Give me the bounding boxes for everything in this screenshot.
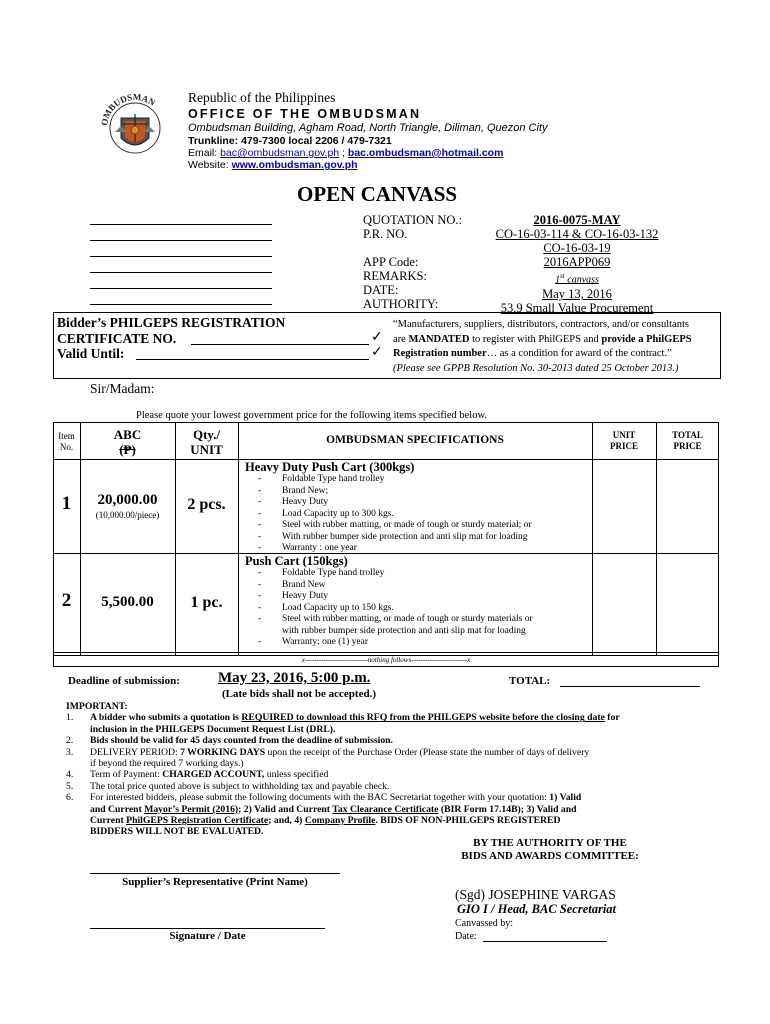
svg-text:OMBUDSMAN: OMBUDSMAN (99, 91, 158, 127)
republic-text: Republic of the Philippines (188, 90, 336, 105)
check-icon: ✓ (371, 345, 383, 360)
item-number: 3. (66, 746, 74, 758)
column-divider (592, 422, 593, 655)
t4a: Term of Payment: (90, 769, 163, 781)
t1c: for (604, 712, 620, 724)
canvassed-by: Canvassed by: (455, 918, 514, 929)
blank-line (90, 304, 272, 305)
header-abc (80, 427, 175, 457)
certificate-no-field[interactable] (191, 344, 369, 345)
instruction-text: Please quote your lowest government price for the following items specified below. (136, 410, 487, 421)
rep-name-label: Supplier’s Representative (Print Name) (122, 876, 308, 888)
spec-text: Warranty : one year (282, 543, 357, 553)
row2-abc: 5,500.00 (101, 594, 154, 610)
authority-line1: BY THE AUTHORITY OF THE (473, 837, 627, 849)
office-address: Ombudsman Building, Agham Road, North Triangle, Diliman, Quezon City (188, 122, 548, 134)
spec-text: With rubber bumper side protection and anti slip mat for loading (282, 531, 528, 542)
row-divider (53, 652, 719, 653)
spec-text: Heavy Duty (282, 591, 329, 601)
header-abc-label: ABC (113, 427, 142, 442)
quotation-values (478, 213, 676, 315)
website-label: Website: (188, 159, 232, 171)
philgeps-mandate-text (393, 318, 692, 376)
t6m: BIDDERS WILL NOT BE EVALUATED. (90, 826, 264, 838)
item-number: 6. (66, 792, 74, 804)
spec-text: Brand New; (282, 485, 329, 496)
row1-specs (258, 474, 532, 555)
quotation-no-label: QUOTATION NO.: (363, 213, 462, 227)
t6a: For interested bidders, please submit the following documents with the BAC Secretariat together with your quotation: (90, 792, 550, 804)
blank-line (90, 224, 272, 225)
header-total-price-label: TOTAL PRICE (672, 430, 703, 451)
app-code-label: APP Code: (363, 255, 419, 269)
date-label: DATE: (363, 283, 399, 297)
t6l: . BIDS OF NON-PHILGEPS REGISTERED (375, 815, 561, 827)
t6b: 1) Valid (549, 792, 582, 804)
spec-item: - With rubber bumper side protection and anti slip mat for loading (258, 531, 528, 542)
t3c: upon the receipt of the Purchase Order (Please state the number of days of delivery (265, 746, 590, 758)
mandate-line3a: Registration number (393, 348, 487, 359)
row2-specs (258, 568, 533, 649)
sgd-title: GIO I / Head, BAC Secretariat (457, 902, 617, 916)
ombudsman-seal (95, 86, 175, 166)
spec-item: - Heavy Duty (258, 591, 329, 601)
canvass-date-field[interactable] (483, 941, 607, 942)
header-unit-price (592, 430, 656, 452)
t3a: DELIVERY PERIOD: (90, 746, 181, 758)
header-total-price (656, 430, 719, 452)
t6c: and Current (90, 803, 145, 815)
item-text: The total price quoted above is subject to withholding tax and payable check. (90, 780, 390, 792)
date-value: May 13, 2016 (542, 287, 612, 302)
philgeps-line3: Valid Until: (57, 346, 125, 361)
blank-line (90, 256, 272, 257)
deadline-label: Deadline of submission: (68, 675, 180, 687)
row2-item-no: 2 (61, 590, 72, 611)
spec-item: - Load Capacity up to 300 kgs. (258, 508, 394, 519)
spec-item: - Load Capacity up to 150 kgs. (258, 602, 394, 613)
row2-title: Push Cart (150kgs) (245, 554, 348, 568)
row1-title: Heavy Duty Push Cart (300kgs) (245, 460, 415, 474)
spec-text: Steel with rubber matting, or made of tough or sturdy material; or (282, 520, 532, 530)
mandate-line4: (Please see GPPB Resolution No. 30-2013 dated 25 October 2013.) (393, 362, 679, 374)
mandate-line2d: provide a PhilGEPS (601, 333, 692, 345)
trunkline: Trunkline: 479-7300 local 2206 / 479-7321 (188, 135, 392, 147)
mandate-line2b: MANDATED (408, 333, 470, 345)
t1d: inclusion in the PHILGEPS Document Request List (DRL). (90, 723, 336, 735)
total-field[interactable] (560, 686, 700, 687)
header-qty-label: Qty./ (192, 427, 221, 442)
item-number: 5. (66, 780, 74, 792)
valid-until-field[interactable] (136, 359, 369, 360)
row2-qty: 1 pc. (190, 594, 223, 611)
sgd-name (455, 887, 616, 903)
check-icon: ✓ (371, 330, 383, 345)
email-line (188, 147, 503, 159)
philgeps-line1: Bidder’s PHILGEPS REGISTRATION (57, 315, 286, 330)
pr-no-value-2: CO-16-03-19 (543, 241, 611, 255)
total-label: TOTAL: (509, 675, 551, 687)
email-separator: ; (339, 147, 348, 159)
salutation: Sir/Madam: (90, 381, 155, 396)
authority-label: AUTHORITY: (363, 297, 439, 311)
item-number: 4. (66, 769, 74, 781)
header-unit-price-label: UNIT PRICE (609, 430, 638, 451)
quotation-no-value: 2016-0075-MAY (533, 213, 621, 227)
spec-item (258, 626, 533, 638)
spec-item: - Foldable Type hand trolley (258, 568, 385, 578)
important-item (66, 735, 716, 746)
spec-item: - Heavy Duty (258, 497, 329, 507)
quotation-labels (363, 213, 462, 311)
item-number: 1. (66, 712, 74, 724)
t6f: Tax Clearance Certificate (332, 803, 439, 815)
spec-item: - Steel with rubber matting, or made of tough or sturdy materials or (258, 614, 533, 624)
email-link-2[interactable]: bac.ombudsman@hotmail.com (347, 147, 504, 159)
spec-text: Heavy Duty (282, 497, 329, 507)
rep-name-field[interactable] (90, 873, 340, 874)
app-code-value: 2016APP069 (543, 255, 611, 269)
t6j: ; and, 4) (268, 815, 305, 827)
page-title: OPEN CANVASS (297, 182, 458, 206)
signature-field[interactable] (90, 928, 325, 929)
header-item-no: Item No. (58, 431, 75, 452)
remarks-value (508, 269, 646, 287)
philgeps-registration (57, 315, 285, 362)
t6h: Current (90, 815, 127, 827)
office-name: OFFICE OF THE OMBUDSMAN (188, 107, 422, 121)
t6e: ; 2) Valid and Current (238, 803, 333, 815)
row1-abc: 20,000.00 (97, 492, 158, 508)
item-text (90, 769, 328, 780)
website-link[interactable]: www.ombudsman.gov.ph (231, 159, 358, 171)
email-label: Email: (188, 147, 221, 159)
remarks-label: REMARKS: (363, 269, 427, 283)
deadline-value: May 23, 2016, 5:00 p.m. (218, 670, 371, 686)
spec-item: - Steel with rubber matting, or made of tough or sturdy material; or (258, 520, 532, 530)
spec-text: Foldable Type hand trolley (282, 474, 385, 484)
authority-value: 53.9 Small Value Procurement (500, 301, 654, 316)
pr-no-label: P.R. NO. (363, 227, 408, 241)
row1-item-no: 1 (61, 493, 72, 514)
spec-item: - Foldable Type hand trolley (258, 474, 385, 484)
spec-item: - Brand New; (258, 485, 329, 496)
spec-text: Warranty: one (1) year (282, 637, 369, 647)
item-text (90, 792, 581, 838)
blank-line (90, 288, 272, 289)
item-text: Bids should be valid for 45 days counted from the deadline of submission. (90, 735, 393, 747)
late-bids-note: (Late bids shall not be accepted.) (222, 688, 376, 700)
nothing-follows: x---------------------------nothing follows------------------------x (301, 656, 471, 664)
philgeps-line2: CERTIFICATE NO. (57, 330, 177, 346)
header-peso: (₱) (119, 442, 136, 457)
spec-text: Brand New (282, 579, 326, 590)
important-section (66, 701, 716, 838)
pr-no-value-1: CO-16-03-114 & CO-16-03-132 (495, 227, 659, 241)
signature-label: Signature / Date (169, 930, 246, 942)
blank-line (90, 240, 272, 241)
email-link-1[interactable]: bac@ombudsman.gov.ph (220, 147, 340, 159)
blank-line (90, 272, 272, 273)
important-item (66, 769, 716, 780)
remarks-num: 1 (555, 274, 561, 286)
t3d: if beyond the required 7 working days.) (90, 758, 244, 770)
important-item (66, 747, 716, 770)
spec-text: Load Capacity up to 150 kgs. (282, 602, 394, 613)
t6k: Company Profile (304, 815, 376, 827)
canvass-date-label: Date: (455, 931, 477, 942)
item-text (90, 712, 620, 735)
t3b: 7 WORKING DAYS (180, 746, 266, 758)
website-line (188, 159, 358, 171)
header-unit-label: UNIT (190, 442, 223, 457)
t6g: (BIR Form 17.14B); 3) Valid and (438, 803, 577, 815)
spec-item: - Brand New (258, 579, 326, 590)
mandate-line3b: … as a condition for award of the contract.” (486, 348, 672, 359)
spec-item: - Warranty: one (1) year (258, 637, 369, 647)
t4c: unless specified (264, 769, 329, 781)
spec-text: Foldable Type hand trolley (282, 568, 385, 578)
important-item (66, 781, 716, 792)
important-item (66, 712, 716, 735)
spec-text: Steel with rubber matting, or made of tough or sturdy materials or (282, 614, 533, 624)
mandate-line1: “Manufacturers, suppliers, distributors, contractors, and/or consultants (393, 319, 689, 330)
column-divider (238, 422, 239, 655)
sgd-name-text: (Sgd) JOSEPHINE VARGAS (455, 887, 616, 902)
spec-text: Load Capacity up to 300 kgs. (282, 508, 394, 519)
remarks-sup: st (560, 272, 565, 280)
t4b: CHARGED ACCOUNT, (162, 769, 265, 781)
column-divider (656, 422, 657, 655)
item-text (90, 747, 589, 770)
mandate-line2c: to register with PhilGEPS and (469, 333, 602, 345)
authority-block (440, 837, 660, 863)
item-number: 2. (66, 735, 74, 747)
spec-text: with rubber bumper side protection and anti slip mat for loading (282, 625, 526, 636)
row1-abc-note: (10,000.00/piece) (95, 510, 160, 520)
t6d: Mayor’s Permit (2016) (144, 803, 239, 815)
row1-qty: 2 pcs. (187, 496, 226, 513)
t1b: REQUIRED to download this RFQ from the PHILGEPS website before the closing date (241, 712, 605, 724)
header-specs: OMBUDSMAN SPECIFICATIONS (326, 434, 504, 446)
mandate-line2a: are (393, 333, 409, 345)
authority-line2: BIDS AND AWARDS COMMITTEE: (461, 850, 639, 862)
important-item (66, 792, 716, 838)
spec-item: - Warranty : one year (258, 543, 357, 553)
important-heading: IMPORTANT: (66, 701, 128, 712)
t1a: A bidder who submits a quotation is (90, 712, 242, 724)
header-qty (175, 427, 238, 457)
t6i: PhilGEPS Registration Certificate (126, 815, 269, 827)
remarks-text: canvass (564, 274, 599, 286)
